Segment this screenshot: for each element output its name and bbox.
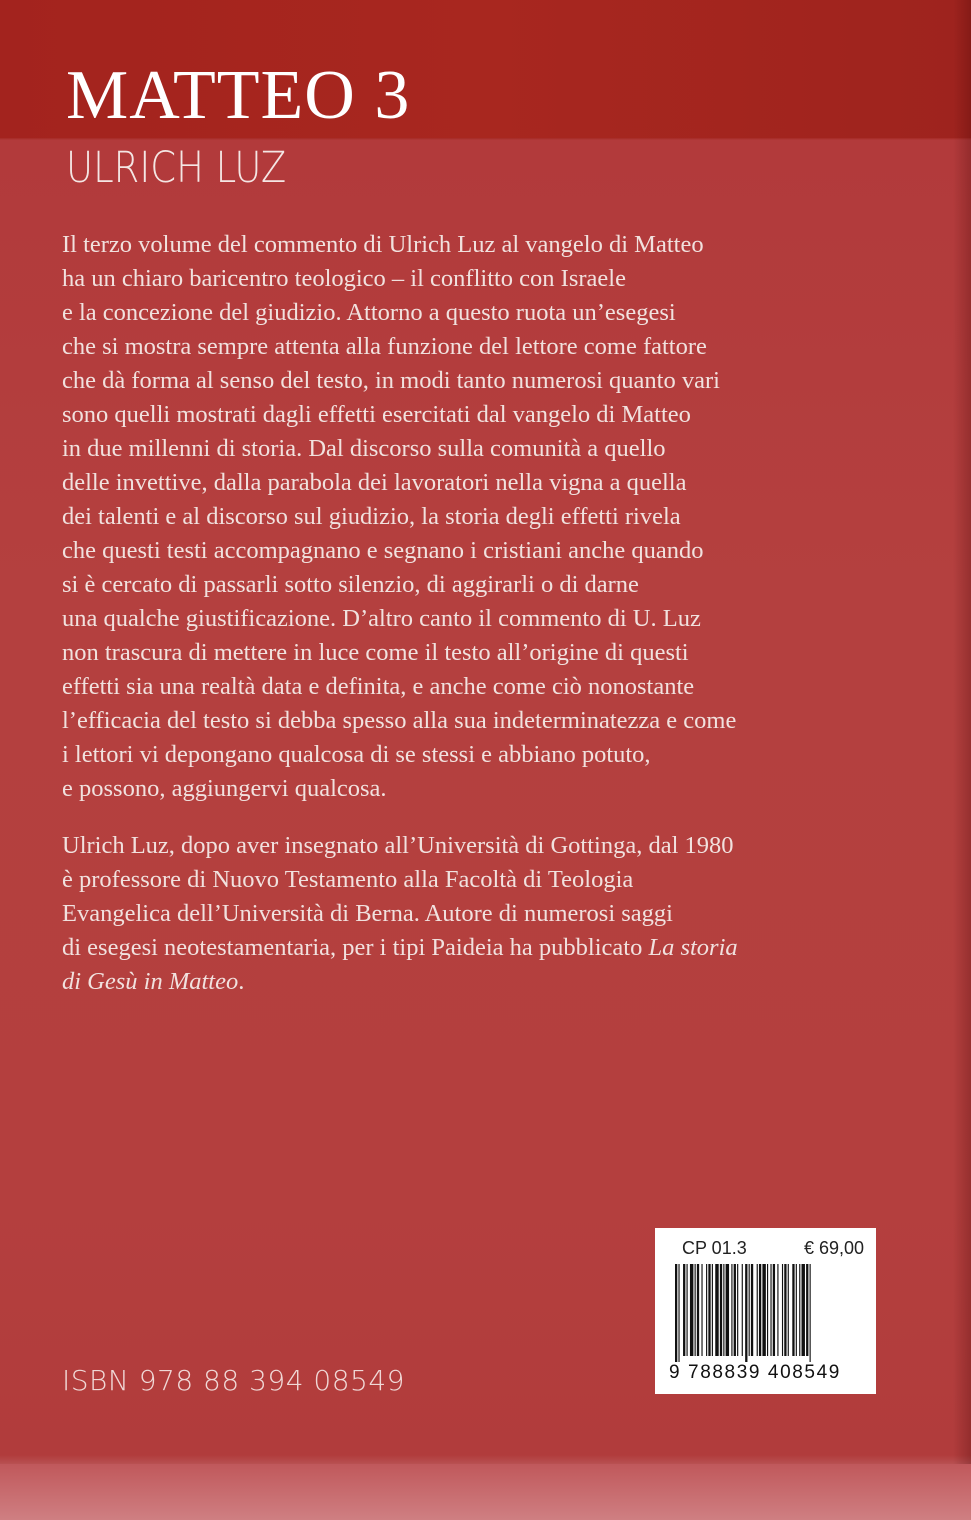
description-line: che dà forma al senso del testo, in modi tanto numerosi quanto vari xyxy=(62,367,720,394)
bio-line: Ulrich Luz, dopo aver insegnato all’Università di Gottinga, dal 1980 xyxy=(62,832,734,859)
isbn-label: ISBN 978 88 394 08549 xyxy=(62,1364,405,1397)
bio-line xyxy=(62,965,892,999)
description-line: dei talenti e al discorso sul giudizio, la storia degli effetti rivela xyxy=(62,503,681,530)
author-bio-paragraph xyxy=(62,829,892,999)
description-line: si è cercato di passarli sotto silenzio, di aggirarli o di darne xyxy=(62,571,639,598)
description-line: non trascura di mettere in luce come il testo all’origine di questi xyxy=(62,639,689,666)
book-reference-title: La storia xyxy=(648,934,738,961)
description-line: sono quelli mostrati dagli effetti esercitati dal vangelo di Matteo xyxy=(62,401,691,428)
barcode-label xyxy=(655,1228,876,1394)
bio-line: è professore di Nuovo Testamento alla Facoltà di Teologia xyxy=(62,866,634,893)
bio-text: di esegesi neotestamentaria, per i tipi Paideia ha pubblicato xyxy=(62,934,649,961)
cover-edge-shadow xyxy=(953,0,971,1520)
description-line: effetti sia una realtà data e definita, e anche come ciò nonostante xyxy=(62,673,695,700)
book-reference-title-cont: di Gesù in Matteo xyxy=(62,968,239,995)
description-line: ha un chiaro baricentro teologico – il conflitto con Israele xyxy=(62,265,626,292)
book-title: MATTEO 3 xyxy=(66,57,411,134)
series-code: CP 01.3 xyxy=(682,1238,747,1258)
description-paragraph xyxy=(62,228,892,806)
price-label: € 69,00 xyxy=(803,1238,864,1258)
description-line: in due millenni di storia. Dal discorso sulla comunità a quello xyxy=(62,435,666,462)
description-line: delle invettive, dalla parabola dei lavoratori nella vigna a quella xyxy=(62,469,687,496)
book-author: ULRICH LUZ xyxy=(66,143,287,193)
description-line: Il terzo volume del commento di Ulrich Luz al vangelo di Matteo xyxy=(62,231,704,258)
description-line: i lettori vi depongano qualcosa di se stessi e abbiano potuto, xyxy=(62,741,651,768)
description-line: che questi testi accompagnano e segnano i cristiani anche quando xyxy=(62,537,704,564)
bio-line: Evangelica dell’Università di Berna. Autore di numerosi saggi xyxy=(62,900,673,927)
footer-band xyxy=(0,1464,971,1520)
description-line: e la concezione del giudizio. Attorno a questo ruota un’esegesi xyxy=(62,299,676,326)
description-line: e possono, aggiungervi qualcosa. xyxy=(62,775,387,802)
barcode-digits: 9 788839 408549 xyxy=(669,1362,841,1383)
description-line: che si mostra sempre attenta alla funzione del lettore come fattore xyxy=(62,333,707,360)
description-line: l’efficacia del testo si debba spesso alla sua indeterminatezza e come xyxy=(62,707,737,734)
bio-text: . xyxy=(238,968,245,995)
description-line: una qualche giustificazione. D’altro canto il commento di U. Luz xyxy=(62,605,701,632)
barcode-icon xyxy=(675,1264,865,1362)
bio-line xyxy=(62,931,892,965)
